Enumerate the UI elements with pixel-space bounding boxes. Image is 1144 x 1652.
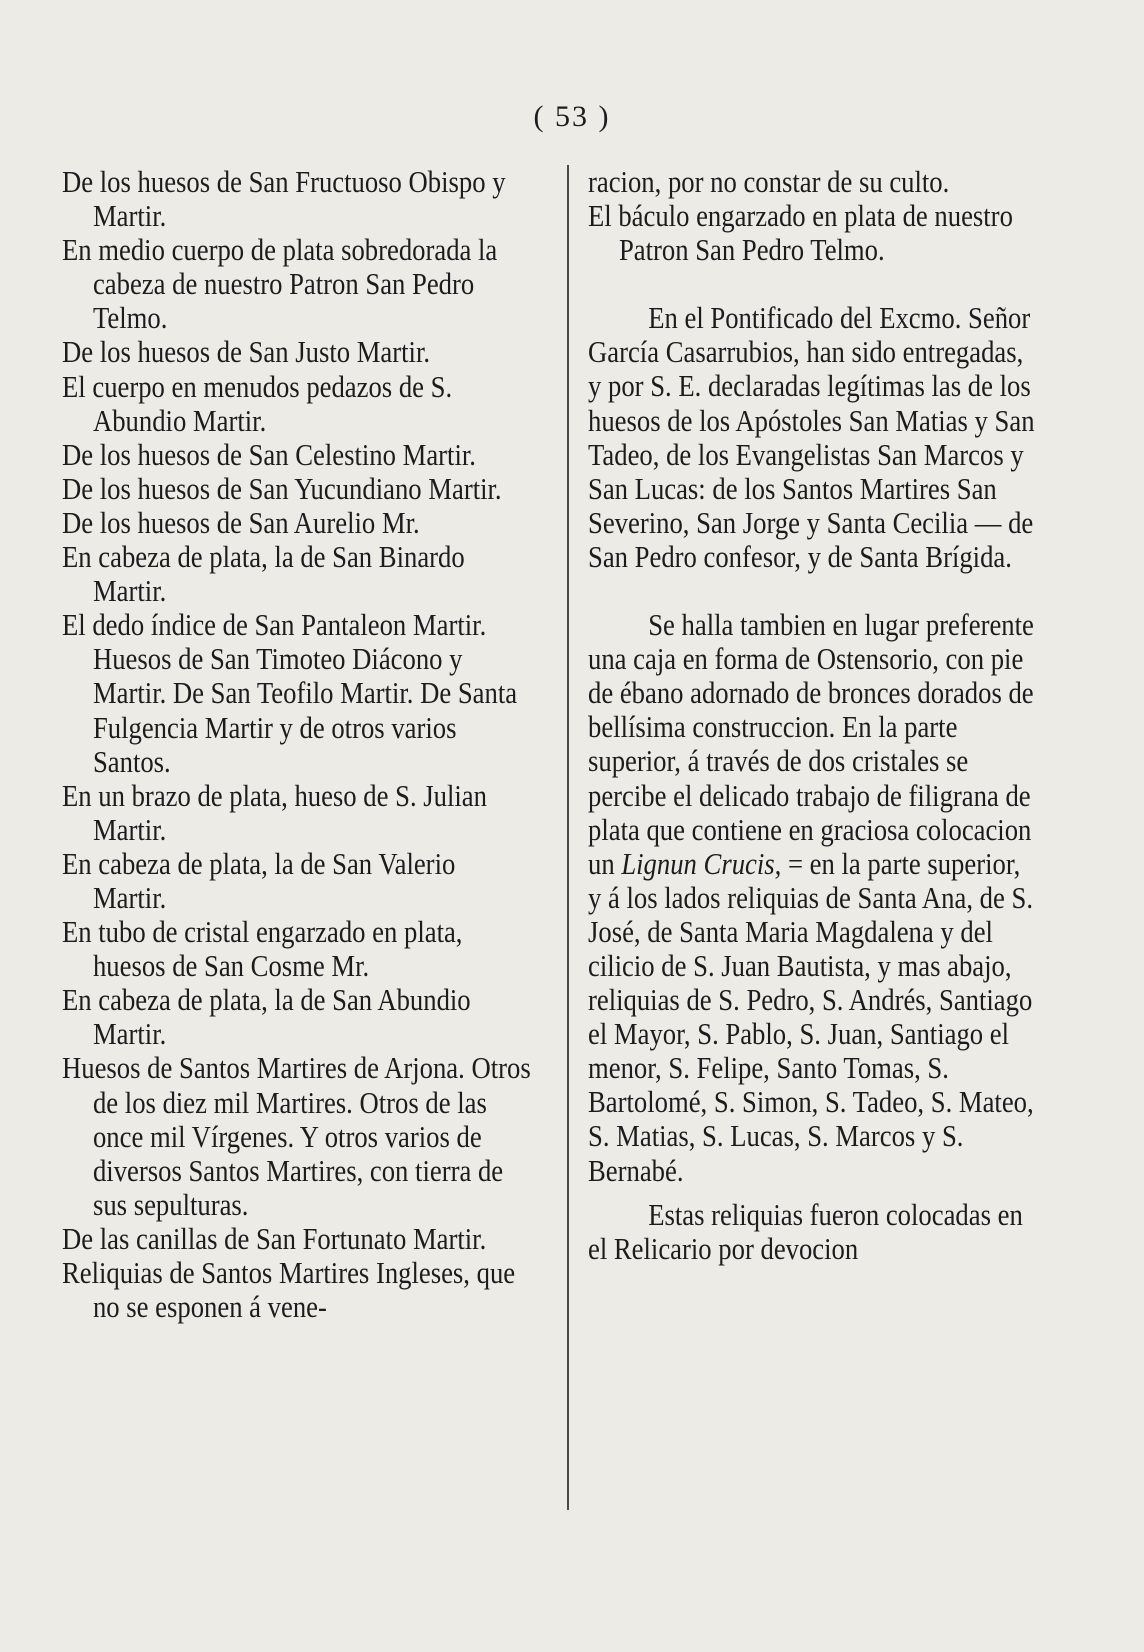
paragraph-gap xyxy=(588,267,1038,301)
paragraph-ostensorio xyxy=(588,608,1038,1188)
ostensorio-text: Se halla tambien en lugar preferente una caja en forma de Ostensorio, con pie de ébano adornado de bronces dorados de bellísima construccion. En la parte superior, á través de dos cristales se percibe el delicado trabajo de filigrana de plata que contiene en graciosa colocacion un xyxy=(588,607,1034,881)
paragraph-gap xyxy=(588,574,1038,608)
relic-entry: El cuerpo en menudos pedazos de S. Abundio Martir. xyxy=(62,368,453,438)
relic-entry: En cabeza de plata, la de San Abundio Martir. xyxy=(62,982,471,1052)
page-number: ( 53 ) xyxy=(533,100,611,133)
relic-entry: En un brazo de plata, hueso de S. Julian Martir. xyxy=(62,777,487,847)
paragraph-pontificado: En el Pontificado del Excmo. Señor García Casarrubios, han sido entregadas, y por S. E. declaradas legítimas las de los huesos de los Apóstoles San Matias y San Tadeo, de los Evangelistas San Marcos y San Lucas: de los Santos Martires San Severino, San Jorge y Santa Cecilia — de San Pedro confesor, y de Santa Brígida. xyxy=(588,300,1035,574)
relic-entry: Huesos de Santos Martires de Arjona. Otros de los diez mil Martires. Otros de las once mil Vírgenes. Y otros varios de diversos Santos Martires, con tierra de sus sepulturas. xyxy=(62,1050,531,1222)
relic-entry: De los huesos de San Yucundiano Martir. xyxy=(62,470,502,506)
relic-entry: Reliquias de Santos Martires Ingleses, que no se esponen á vene- xyxy=(62,1255,516,1325)
paragraph-estas: Estas reliquias fueron colocadas en el Relicario por devocion xyxy=(588,1196,1023,1266)
column-divider xyxy=(567,165,569,1510)
relic-entry: En cabeza de plata, la de San Binardo Martir. xyxy=(62,539,465,609)
relic-entry: En tubo de cristal engarzado en plata, huesos de San Cosme Mr. xyxy=(62,914,463,984)
relic-entry: De las canillas de San Fortunato Martir. xyxy=(62,1220,487,1256)
relic-entry: De los huesos de San Celestino Martir. xyxy=(62,436,476,472)
relic-entry: El dedo índice de San Pantaleon Martir. Huesos de San Timoteo Diácono y Martir. De San Teofilo Martir. De Santa Fulgencia Martir y de otros varios Santos. xyxy=(62,607,518,779)
lignum-crucis-text: Lignun Crucis, xyxy=(621,845,782,881)
continuation-text: racion, por no constar de su culto. xyxy=(588,164,950,199)
right-column xyxy=(588,165,1038,1266)
left-column xyxy=(62,165,532,1324)
relic-entry: De los huesos de San Aurelio Mr. xyxy=(62,504,420,540)
relic-entry: En medio cuerpo de plata sobredorada la cabeza de nuestro Patron San Pedro Telmo. xyxy=(62,232,498,336)
relic-entry: De los huesos de San Fructuoso Obispo y Martir. xyxy=(62,164,506,234)
relic-entry: El báculo engarzado en plata de nuestro Patron San Pedro Telmo. xyxy=(588,198,1013,268)
relic-entry: De los huesos de San Justo Martir. xyxy=(62,334,431,370)
ostensorio-text-continued: = en la parte superior, y á los lados reliquias de Santa Ana, de S. José, de Santa Maria Magdalena y del cilicio de S. Juan Bautista, y mas abajo, reliquias de S. Pedro, S. Andrés, Santiago el Mayor, S. Pablo, S. Juan, Santiago el menor, S. Felipe, Santo Tomas, S. Bartolomé, S. Simon, S. Tadeo, S. Mateo, S. Matias, S. Lucas, S. Marcos y S. Bernabé. xyxy=(588,845,1034,1188)
relic-entry: En cabeza de plata, la de San Valerio Martir. xyxy=(62,845,456,915)
